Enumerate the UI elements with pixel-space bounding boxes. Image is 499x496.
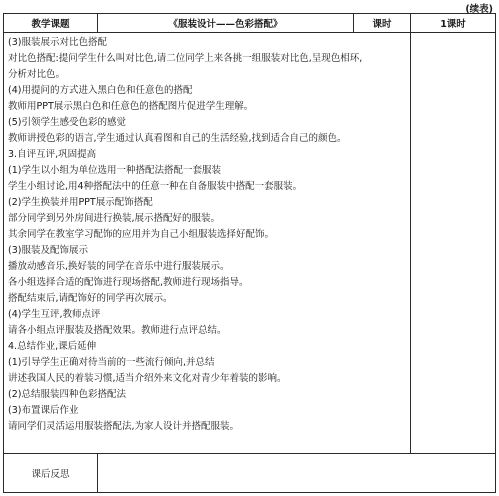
- topic-value: 《服装设计——色彩搭配》: [98, 14, 354, 33]
- content-line: (3)服装展示对比色搭配: [8, 37, 107, 48]
- header-row: [4, 14, 496, 33]
- content-line: (1)引导学生正确对待当前的一些流行倾向,并总结: [8, 357, 215, 368]
- content-line: 讲述我国人民的着装习惯,适当介绍外来文化对青少年着装的影响。: [8, 373, 287, 384]
- hours-label: 课时: [354, 14, 411, 33]
- hours-value: 1课时: [411, 14, 496, 33]
- notes-cell: [411, 33, 496, 454]
- content-line: 教师讲授色彩的语言,学生通过认真看图和自己的生活经验,找到适合自己的颜色。: [8, 133, 347, 144]
- content-line: 请各小组点评服装及搭配效果。教师进行点评总结。: [8, 325, 227, 336]
- content-line: 搭配结束后,请配饰好的同学再次展示。: [8, 293, 173, 304]
- content-line: 分析对比色。: [8, 69, 66, 80]
- content-line: (2)学生换装并用PPT展示配饰搭配: [8, 197, 153, 208]
- content-row: [4, 33, 496, 454]
- lesson-plan-table: [3, 13, 496, 493]
- content-line: (3)布置课后作业: [8, 405, 79, 416]
- content-line: 3.自评互评,巩固提高: [8, 149, 97, 160]
- topic-label: 教学课题: [4, 14, 98, 33]
- content-line: 对比色搭配:提问学生什么叫对比色,请二位同学上来各挑一组服装对比色,呈现色相环,: [8, 53, 363, 64]
- content-line: (1)学生以小组为单位选用一种搭配法搭配一套服装: [8, 165, 221, 176]
- reflection-row: [4, 454, 496, 493]
- content-line: 4.总结作业,课后延伸: [8, 341, 97, 352]
- content-line: (4)用提问的方式进入黑白色和任意色的搭配: [8, 85, 193, 96]
- continued-label: (续表): [465, 4, 493, 15]
- content-line: 其余同学在教室学习配饰的应用并为自己小组服装选择好配饰。: [8, 229, 275, 240]
- content-line: 播放动感音乐,换好装的同学在音乐中进行服装展示。: [8, 261, 230, 272]
- content-line: 教师用PPT展示黑白色和任意色的搭配图片促进学生理解。: [8, 101, 254, 112]
- content-line: (2)总结服装四种色彩搭配法: [8, 389, 126, 400]
- content-line: (4)学生互评,教师点评: [8, 309, 101, 320]
- reflection-cell: [98, 454, 496, 493]
- content-line: 学生小组讨论,用4种搭配法中的任意一种在自备服装中搭配一套服装。: [8, 181, 303, 192]
- content-line: 部分同学到另外房间进行换装,展示搭配好的服装。: [8, 213, 221, 224]
- teaching-process-cell: [4, 33, 411, 454]
- reflection-label: 课后反思: [4, 454, 98, 493]
- content-line: 各小组选择合适的配饰进行现场搭配,教师进行现场指导。: [8, 277, 249, 288]
- content-line: (5)引领学生感受色彩的感觉: [8, 117, 126, 128]
- content-line: (3)服装及配饰展示: [8, 245, 88, 256]
- content-line: 请同学们灵活运用服装搭配法,为家人设计并搭配服装。: [8, 421, 240, 432]
